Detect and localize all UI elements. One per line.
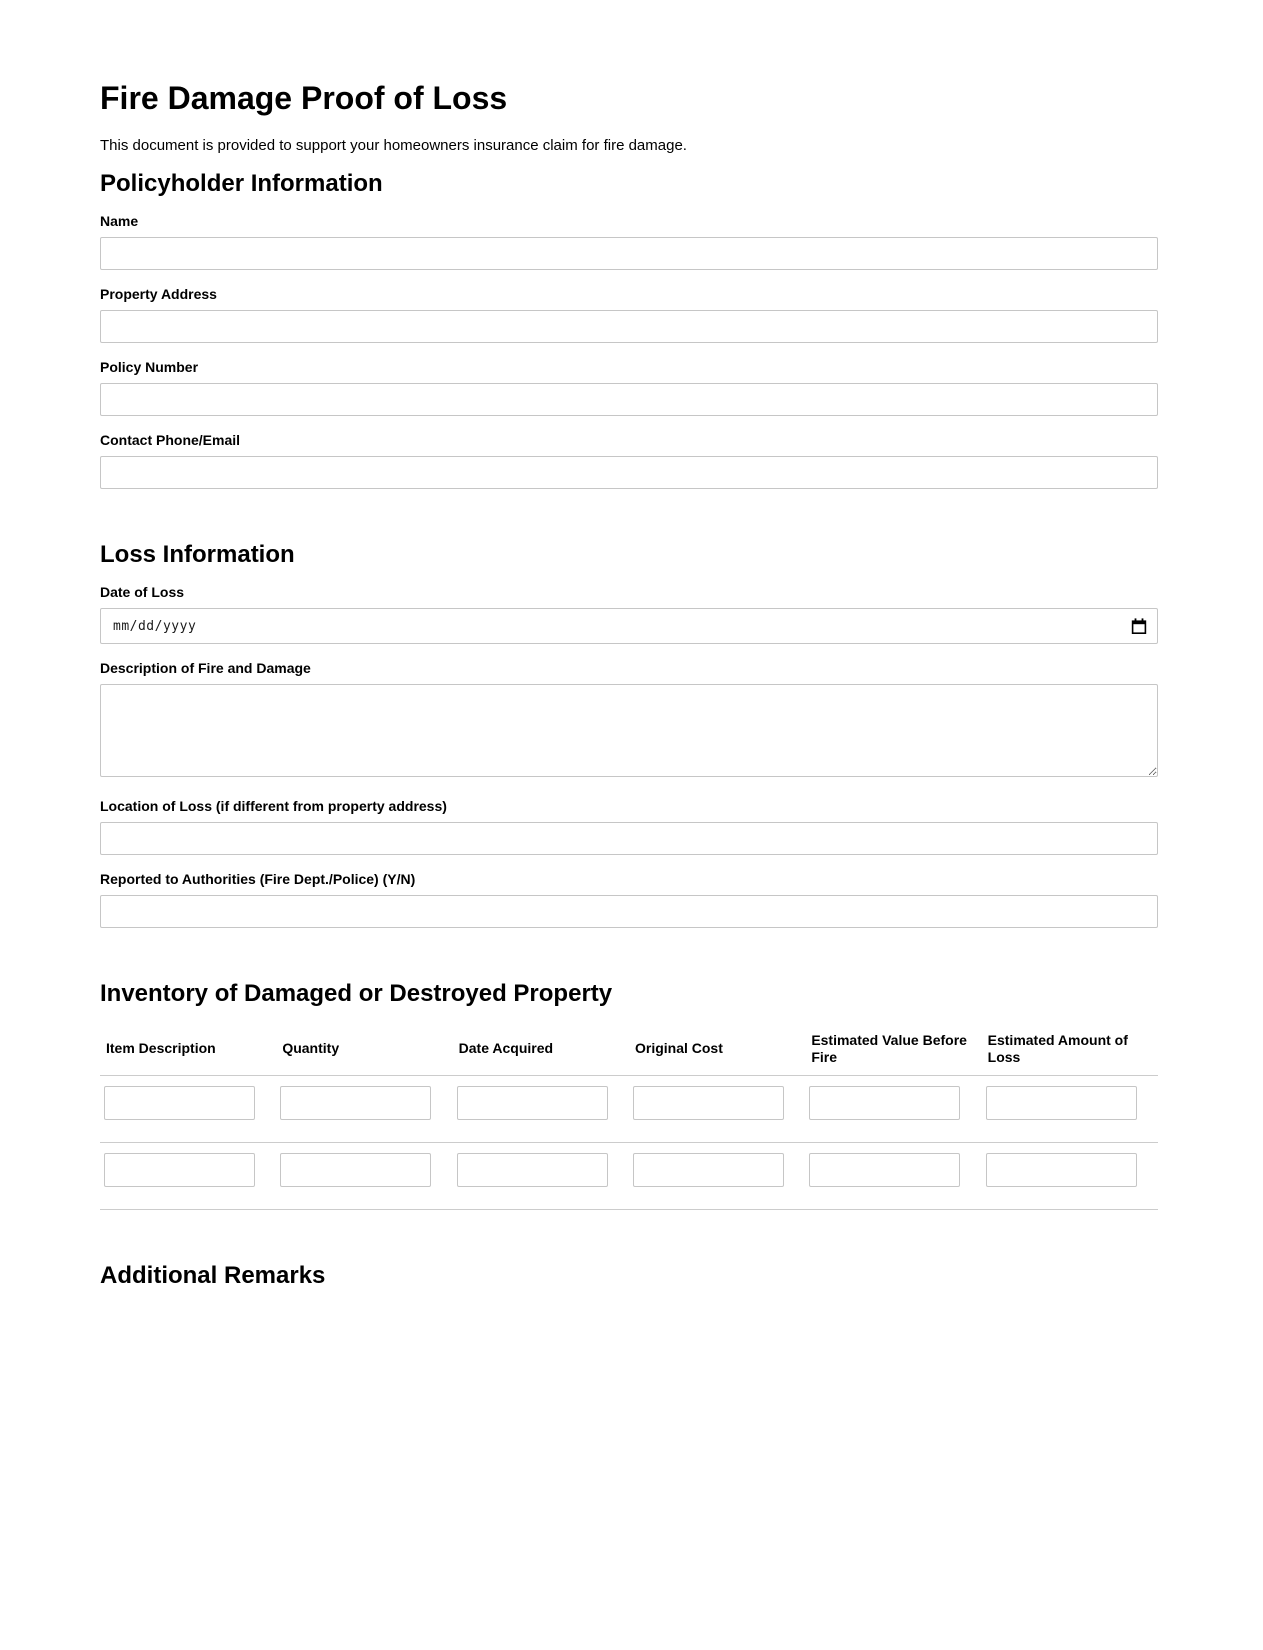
row1-item-description-input[interactable] [104,1086,255,1120]
section-heading-policyholder: Policyholder Information [100,170,383,198]
column-header-estimated-loss: Estimated Amount of Loss [982,1032,1158,1075]
date-placeholder: mm/dd/yyyy [113,618,197,634]
row1-quantity-input[interactable] [280,1086,431,1120]
reported-input[interactable] [100,895,1158,928]
field-description [100,660,1158,782]
field-contact [100,432,1158,489]
description-label: Description of Fire and Damage [100,660,311,677]
field-name [100,213,1158,270]
name-input[interactable] [100,237,1158,270]
row2-estimated-value-input[interactable] [809,1153,960,1187]
name-label: Name [100,213,139,230]
date-of-loss-input[interactable] [100,608,1158,644]
field-location [100,798,1158,855]
description-textarea[interactable] [100,684,1158,777]
property-address-input[interactable] [100,310,1158,343]
policy-number-input[interactable] [100,383,1158,416]
policy-number-label: Policy Number [100,359,199,376]
location-label: Location of Loss (if different from property address) [100,798,447,815]
column-header-estimated-value: Estimated Value Before Fire [805,1032,981,1075]
row1-original-cost-input[interactable] [633,1086,784,1120]
row2-quantity-input[interactable] [280,1153,431,1187]
contact-input[interactable] [100,456,1158,489]
field-reported [100,871,1158,928]
row2-estimated-loss-input[interactable] [986,1153,1137,1187]
row2-original-cost-input[interactable] [633,1153,784,1187]
inventory-header-row [100,1032,1158,1075]
inventory-row [100,1075,1158,1142]
field-policy-number [100,359,1158,416]
section-heading-loss: Loss Information [100,541,295,569]
location-input[interactable] [100,822,1158,855]
field-date-of-loss [100,584,1158,644]
column-header-date-acquired: Date Acquired [453,1032,629,1075]
page-title: Fire Damage Proof of Loss [100,80,508,116]
field-property-address [100,286,1158,343]
column-header-quantity: Quantity [276,1032,452,1075]
column-header-item-description: Item Description [100,1032,276,1075]
row2-item-description-input[interactable] [104,1153,255,1187]
section-heading-inventory: Inventory of Damaged or Destroyed Property [100,980,613,1008]
intro-text: This document is provided to support your homeowners insurance claim for fire damage. [100,137,687,155]
row1-estimated-value-input[interactable] [809,1086,960,1120]
calendar-icon[interactable] [1131,618,1147,635]
contact-label: Contact Phone/Email [100,432,241,449]
reported-label: Reported to Authorities (Fire Dept./Police) (Y/N) [100,871,416,888]
row2-date-acquired-input[interactable] [457,1153,608,1187]
date-of-loss-label: Date of Loss [100,584,185,600]
inventory-table [100,1032,1158,1210]
row1-estimated-loss-input[interactable] [986,1086,1137,1120]
inventory-row [100,1142,1158,1209]
row1-date-acquired-input[interactable] [457,1086,608,1120]
column-header-original-cost: Original Cost [629,1032,805,1075]
section-heading-remarks: Additional Remarks [100,1261,326,1289]
property-address-label: Property Address [100,286,217,303]
